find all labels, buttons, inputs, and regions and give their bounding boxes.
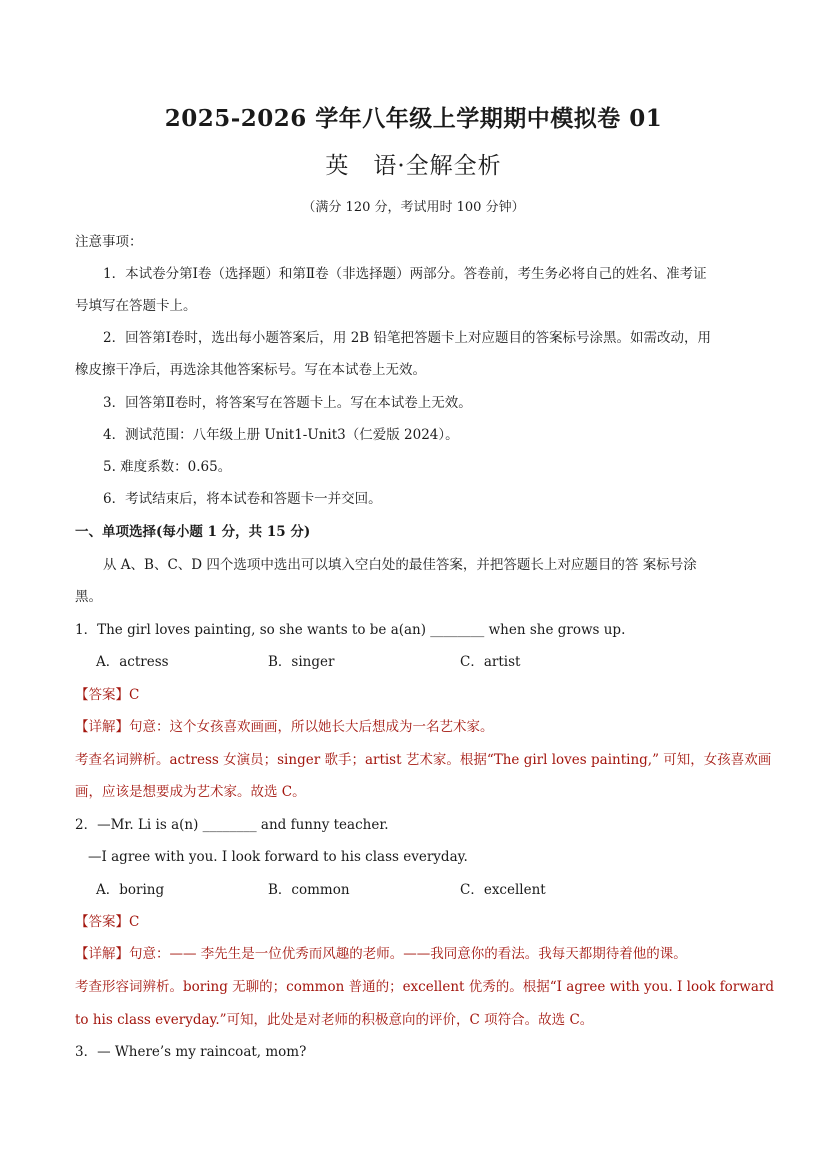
question-2-option-b: B．common xyxy=(268,882,350,898)
question-2-stem-1: 2．—Mr. Li is a(n) ________ and funny teacher. xyxy=(75,817,389,833)
notice-item-3: 3．回答第Ⅱ卷时，将答案写在答题卡上。写在本试卷上无效。 xyxy=(103,395,472,411)
notice-item-6: 6．考试结束后，将本试卷和答题卡一并交回。 xyxy=(103,491,382,507)
question-2-detail-3: to his class everyday.”可知，此处是对老师的积极意向的评价，C 项符合。故选 C。 xyxy=(75,1012,594,1028)
notice-item-2b: 橡皮擦干净后，再选涂其他答案标号。写在本试卷上无效。 xyxy=(75,362,426,378)
notice-item-4: 4．测试范围：八年级上册 Unit1-Unit3（仁爱版 2024）。 xyxy=(103,427,459,443)
question-3-stem: 3．— Where’s my raincoat, mom? xyxy=(75,1044,307,1060)
question-2-detail-1: 【详解】句意：—— 李先生是一位优秀而风趣的老师。——我同意你的看法。我每天都期待着他的课。 xyxy=(75,946,687,962)
question-1-option-b: B．singer xyxy=(268,654,335,670)
notice-item-1b: 号填写在答题卡上。 xyxy=(75,298,197,314)
section1-instruction-b: 黑。 xyxy=(75,589,102,605)
question-2-detail-2: 考查形容词辨析。boring 无聊的；common 普通的；excellent 优秀的。根据“I agree with you. I look forward xyxy=(75,979,774,995)
question-1-detail-2: 考查名词辨析。actress 女演员；singer 歌手；artist 艺术家。根据“The girl loves painting,” 可知，女孩喜欢画 xyxy=(75,752,772,768)
question-1-option-c: C．artist xyxy=(460,654,521,670)
question-1-detail-1: 【详解】句意：这个女孩喜欢画画，所以她长大后想成为一名艺术家。 xyxy=(75,719,494,735)
notice-heading: 注意事项： xyxy=(75,234,143,250)
exam-meta: （满分 120 分，考试用时 100 分钟） xyxy=(302,200,525,215)
question-1-answer: 【答案】C xyxy=(75,687,140,703)
notice-item-1a: 1．本试卷分第Ⅰ卷（选择题）和第Ⅱ卷（非选择题）两部分。答卷前，考生务必将自己的姓名、准考证 xyxy=(103,266,707,282)
question-2-option-a: A．boring xyxy=(96,882,165,898)
question-1-stem: 1．The girl loves painting, so she wants to be a(an) ________ when she grows up. xyxy=(75,622,626,638)
question-2-answer: 【答案】C xyxy=(75,914,140,930)
exam-subtitle: 英 语·全解全析 xyxy=(325,153,502,179)
section1-heading: 一、单项选择(每小题 1 分，共 15 分) xyxy=(75,524,311,540)
section1-instruction-a: 从 A、B、C、D 四个选项中选出可以填入空白处的最佳答案，并把答题长上对应题目的答 案标号涂 xyxy=(103,557,697,573)
question-1-option-a: A．actress xyxy=(96,654,169,670)
notice-item-2a: 2．回答第Ⅰ卷时，选出每小题答案后，用 2B 铅笔把答题卡上对应题目的答案标号涂黑。如需改动，用 xyxy=(103,330,712,346)
question-2-stem-2: —I agree with you. I look forward to his class everyday. xyxy=(88,849,468,865)
exam-title: 2025-2026 学年八年级上学期期中模拟卷 01 xyxy=(164,105,663,132)
question-2-option-c: C．excellent xyxy=(460,882,546,898)
notice-item-5: 5. 难度系数：0.65。 xyxy=(103,459,232,475)
question-1-detail-3: 画，应该是想要成为艺术家。故选 C。 xyxy=(75,784,306,800)
